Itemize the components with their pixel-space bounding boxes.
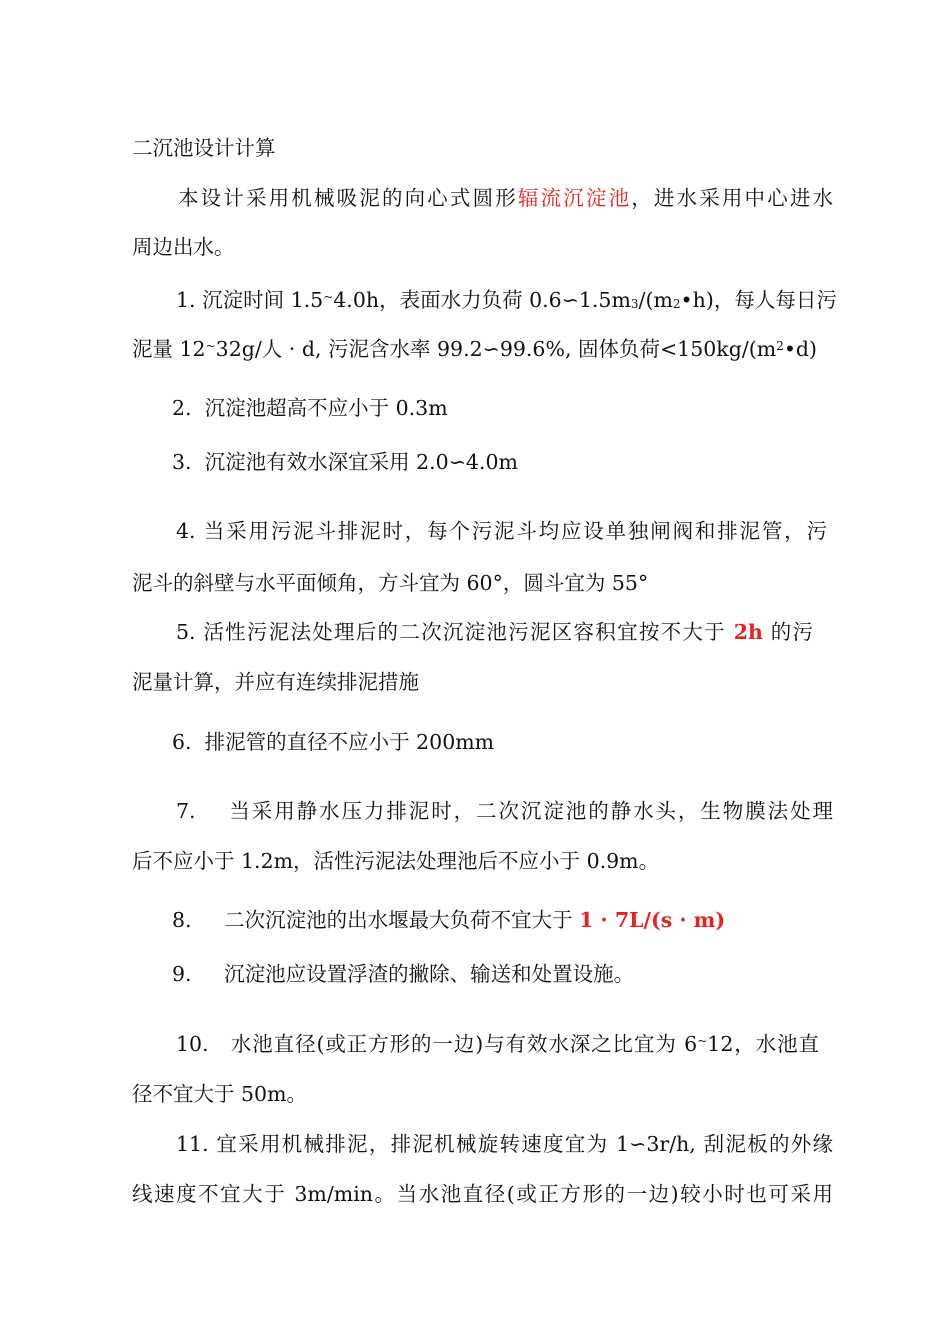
item-1-line-2: [132, 335, 817, 363]
item-10-line-1: [176, 1030, 819, 1058]
item-9: 9. 沉淀池应设置浮渣的撇除、输送和处置设施。: [172, 962, 635, 986]
item-5-line-2: 泥量计算，并应有连续排泥措施: [132, 670, 419, 694]
item-1-text-b: 4.0h，表面水力负荷 0.6∽1.5m: [333, 288, 631, 312]
tilde-mark: ~: [697, 1034, 708, 1048]
tilde-mark: ~: [323, 290, 334, 304]
item-1-line-1: [176, 286, 837, 314]
item-7-line-2: 后不应小于 1.2m，活性污泥法处理池后不应小于 0.9m。: [132, 849, 660, 873]
highlight-value: 2h: [733, 620, 763, 644]
item-8-text: 8. 二次沉淀池的出水堰最大负荷不宜大于: [172, 908, 580, 932]
item-1-text-f: 32g/人 · d, 污泥含水率 99.2∽99.6%, 固体负荷<150kg/(m: [215, 337, 777, 361]
item-4-line-2: 泥斗的斜壁与水平面倾角，方斗宜为 60°，圆斗宜为 55°: [132, 571, 649, 595]
highlight-value: 1 · 7L/(s · m): [579, 908, 726, 932]
item-3: 3. 沉淀池有效水深宜采用 2.0∽4.0m: [172, 450, 518, 474]
item-1-text-g: •d): [783, 337, 818, 361]
item-5-text-cont: 的污: [762, 620, 813, 644]
item-1-text-c: /(m: [638, 288, 673, 312]
intro-line-2: 周边出水。: [132, 235, 235, 259]
item-5-line-1: [176, 618, 813, 646]
item-11-line-2: 线速度不宜大于 3m/min。当水池直径(或正方形的一边)较小时也可采用: [132, 1182, 833, 1206]
intro-text: 本设计采用机械吸泥的向心式圆形: [178, 186, 518, 210]
item-7-line-1: 7. 当采用静水压力排泥时，二次沉淀池的静水头，生物膜法处理: [176, 799, 833, 823]
item-1-text-d: •h)，每人每日污: [680, 288, 837, 312]
item-4-line-1: 4. 当采用污泥斗排泥时，每个污泥斗均应设单独闸阀和排泥管，污: [176, 519, 827, 543]
item-6: 6. 排泥管的直径不应小于 200mm: [172, 730, 495, 754]
intro-line-1: [178, 184, 833, 212]
highlight-term: 辐流沉淀池: [517, 186, 632, 210]
subscript-3: 3: [630, 297, 639, 311]
item-5-text: 5. 活性污泥法处理后的二次沉淀池污泥区容积宜按不大于: [176, 620, 734, 644]
item-1-text-e: 泥量 12: [132, 337, 206, 361]
page-title: 二沉池设计计算: [132, 136, 276, 160]
item-10-line-2: 径不宜大于 50m。: [132, 1082, 308, 1106]
item-1-text-a: 1. 沉淀时间 1.5: [176, 288, 324, 312]
item-11-line-1: 11. 宜采用机械排泥，排泥机械旋转速度宜为 1∽3r/h, 刮泥板的外缘: [176, 1132, 833, 1156]
superscript-2: 2: [776, 339, 784, 353]
intro-text-cont: ，进水采用中心进水: [631, 186, 834, 210]
tilde-mark: ~: [205, 339, 216, 353]
item-2: 2. 沉淀池超高不应小于 0.3m: [172, 396, 448, 420]
subscript-2: 2: [672, 297, 681, 311]
item-10-text-b: 12，水池直: [707, 1032, 819, 1056]
item-10-text-a: 10. 水池直径(或正方形的一边)与有效水深之比宜为 6: [176, 1032, 698, 1056]
item-8: [172, 906, 725, 934]
